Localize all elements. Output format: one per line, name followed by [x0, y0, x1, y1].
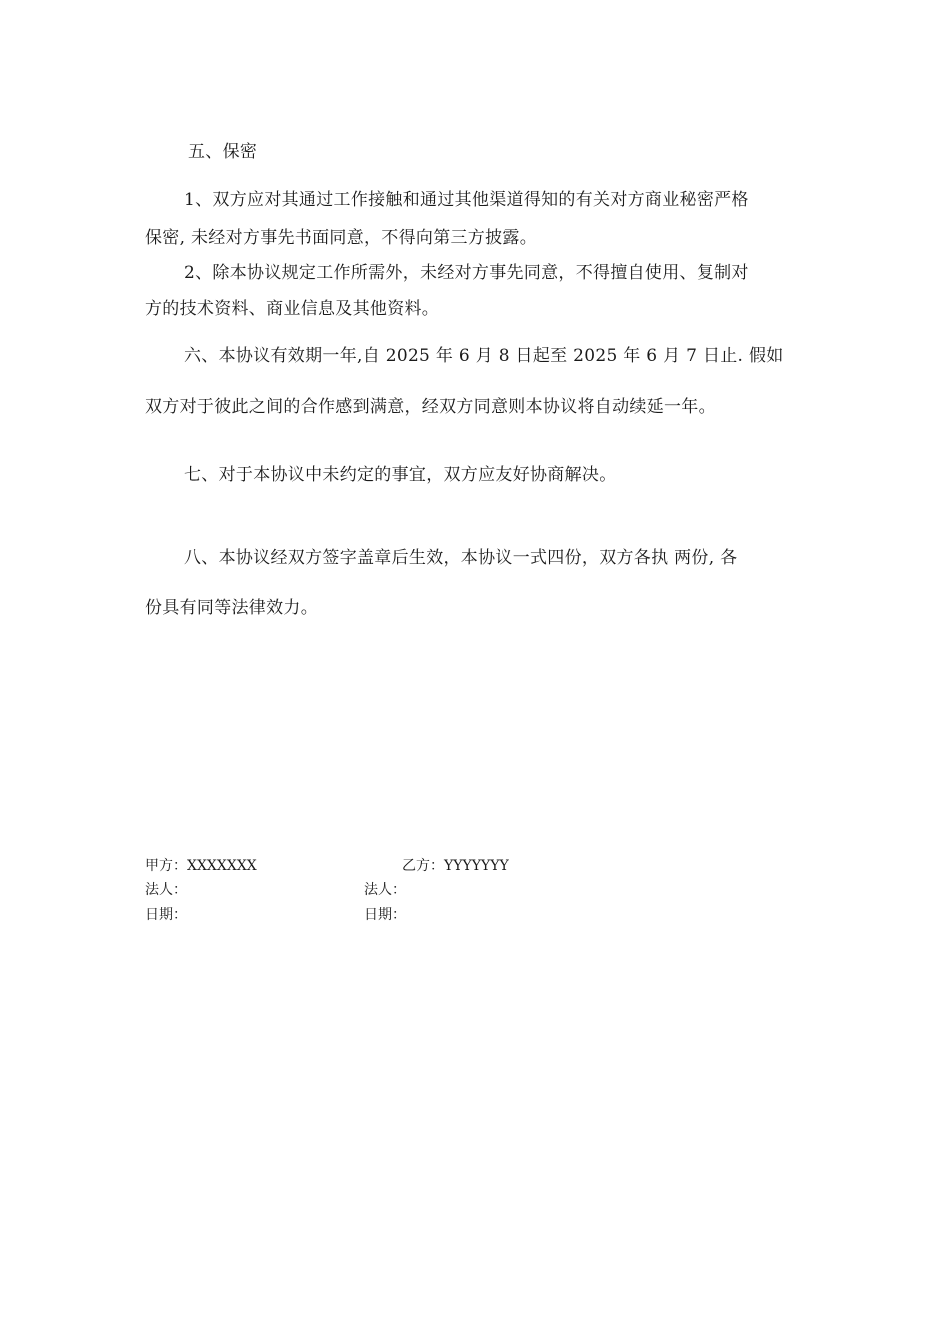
section-5-heading: 五、保密: [188, 142, 258, 162]
party-a-label: 甲方：XXXXXXX: [145, 858, 257, 874]
party-b-label: 乙方：YYYYYYY: [402, 858, 509, 874]
party-b-legal-rep: 法人：: [364, 882, 406, 898]
section-5-item-2-line-2: 方的技术资料、商业信息及其他资料。: [145, 299, 440, 319]
section-5-item-1-line-1: 1、双方应对其通过工作接触和通过其他渠道得知的有关对方商业秘密严格: [184, 190, 749, 210]
party-a-date: 日期：: [145, 907, 187, 923]
party-b-date: 日期：: [364, 907, 406, 923]
section-7-line-1: 七、对于本协议中未约定的事宜，双方应友好协商解决。: [184, 465, 617, 485]
section-8-line-1: 八、本协议经双方签字盖章后生效，本协议一式四份，双方各执 两份, 各: [184, 548, 738, 568]
section-6-line-1: 六、本协议有效期一年,自 2025 年 6 月 8 日起至 2025 年 6 月 7 日止. 假如: [184, 346, 784, 366]
party-a-legal-rep: 法人：: [145, 882, 187, 898]
section-5-item-1-line-2: 保密, 未经对方事先书面同意，不得向第三方披露。: [145, 228, 538, 248]
section-6-line-2: 双方对于彼此之间的合作感到满意，经双方同意则本协议将自动续延一年。: [145, 397, 716, 417]
section-8-line-2: 份具有同等法律效力。: [145, 598, 318, 618]
section-5-item-2-line-1: 2、除本协议规定工作所需外，未经对方事先同意，不得擅自使用、复制对: [184, 263, 749, 283]
